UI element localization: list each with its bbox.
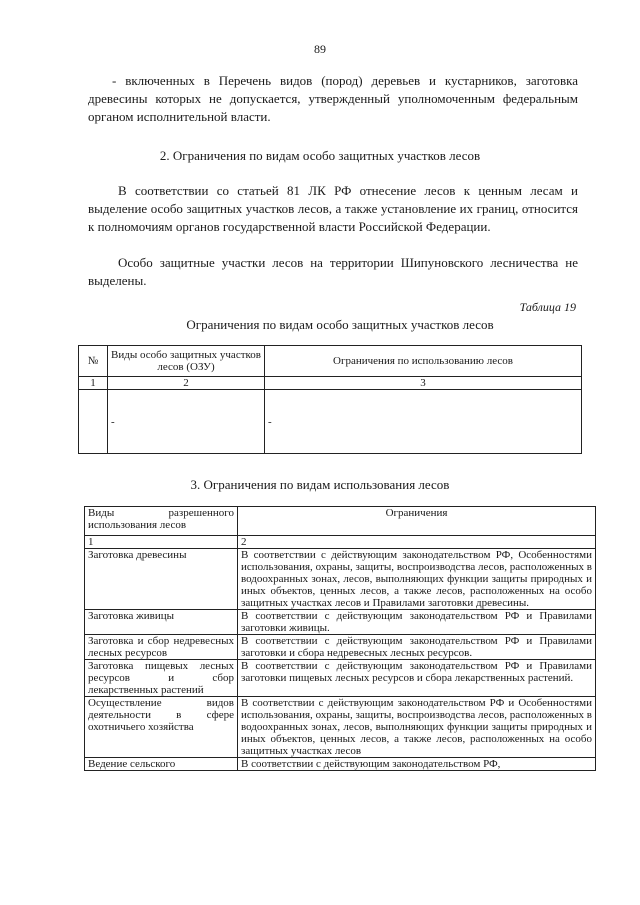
table-row [85,697,596,758]
column-number: 2 [108,377,265,390]
header-restrictions: Ограничения [238,507,596,536]
table-number-row [85,536,596,549]
restriction-cell: В соответствии с действующим законодательством РФ и Правилами заготовки живицы. [238,610,596,635]
section3-heading: 3. Ограничения по видам использования лесов [190,477,450,492]
intro-paragraph: - включенных в Перечень видов (пород) деревьев и кустарников, заготовка древесины которых не допускается, утвержденный уполномоченным федеральным органом исполнительной власти. [88,73,578,124]
column-number: 3 [265,377,582,390]
table-row [85,610,596,635]
usage-type-cell: Ведение сельского [85,758,238,771]
header-ozu-type: Виды особо защитных участков лесов (ОЗУ) [108,346,265,377]
table-number-row [79,377,582,390]
table-cell: - [265,390,582,454]
table-cell [79,390,108,454]
restriction-cell: В соответствии с действующим законодательством РФ и Правилами заготовки пищевых лесных ресурсов и сбора лекарственных растений. [238,660,596,697]
table19 [78,345,582,454]
usage-type-cell: Заготовка пищевых лесных ресурсов и сбор лекарственных растений [85,660,238,697]
usage-type-cell: Заготовка живицы [85,610,238,635]
table19-caption: Таблица 19 [519,300,576,314]
table-cell: - [108,390,265,454]
table-row [85,549,596,610]
restriction-cell: В соответствии с действующим законодательством РФ и Особенностями использования, охраны, защиты, воспроизводства лесов, расположенных в водоохранных зонах, лесов, выполняющих функции защиты природных и иных объектов, ценных лесов, а также лесов, расположенных на особо защитных участках лесов [238,697,596,758]
usage-type-cell: Осуществление видов деятельности в сфере охотничьего хозяйства [85,697,238,758]
page-number: 89 [314,42,326,56]
section2-heading: 2. Ограничения по видам особо защитных участков лесов [159,148,481,163]
column-number: 2 [238,536,596,549]
restriction-cell: В соответствии с действующим законодательством РФ, [238,758,596,771]
column-number: 1 [79,377,108,390]
header-usage-type: Виды разрешенного использования лесов [85,507,238,536]
section2-paragraph-1: В соответствии со статьей 81 ЛК РФ отнесение лесов к ценным лесам и выделение особо защитных участков лесов, а также установление их границ, относится к полномочиям органов государственной власти Российской Федерации. [88,183,578,234]
section2-paragraph-2: Особо защитные участки лесов на территории Шипуновского лесничества не выделены. [88,255,578,288]
restriction-cell: В соответствии с действующим законодательством РФ и Правилами заготовки и сбора недревесных лесных ресурсов. [238,635,596,660]
header-number: № [79,346,108,377]
table-header-row [79,346,582,377]
table-row [85,660,596,697]
usage-restrictions-table [84,506,596,771]
header-restrictions: Ограничения по использованию лесов [265,346,582,377]
table-row [79,390,582,454]
column-number: 1 [85,536,238,549]
usage-type-cell: Заготовка древесины [85,549,238,610]
table-row [85,758,596,771]
table19-title: Ограничения по видам особо защитных участков лесов [186,317,494,332]
restriction-cell: В соответствии с действующим законодательством РФ, Особенностями использования, охраны, защиты, воспроизводства лесов, расположенных в водоохранных зонах, лесов, выполняющих функции защиты природных и иных объектов, ценных лесов, а также лесов, расположенных на особо защитных участках лесов и Правилами заготовки древесины. [238,549,596,610]
table-row [85,635,596,660]
usage-type-cell: Заготовка и сбор недревесных лесных ресурсов [85,635,238,660]
table-header-row [85,507,596,536]
